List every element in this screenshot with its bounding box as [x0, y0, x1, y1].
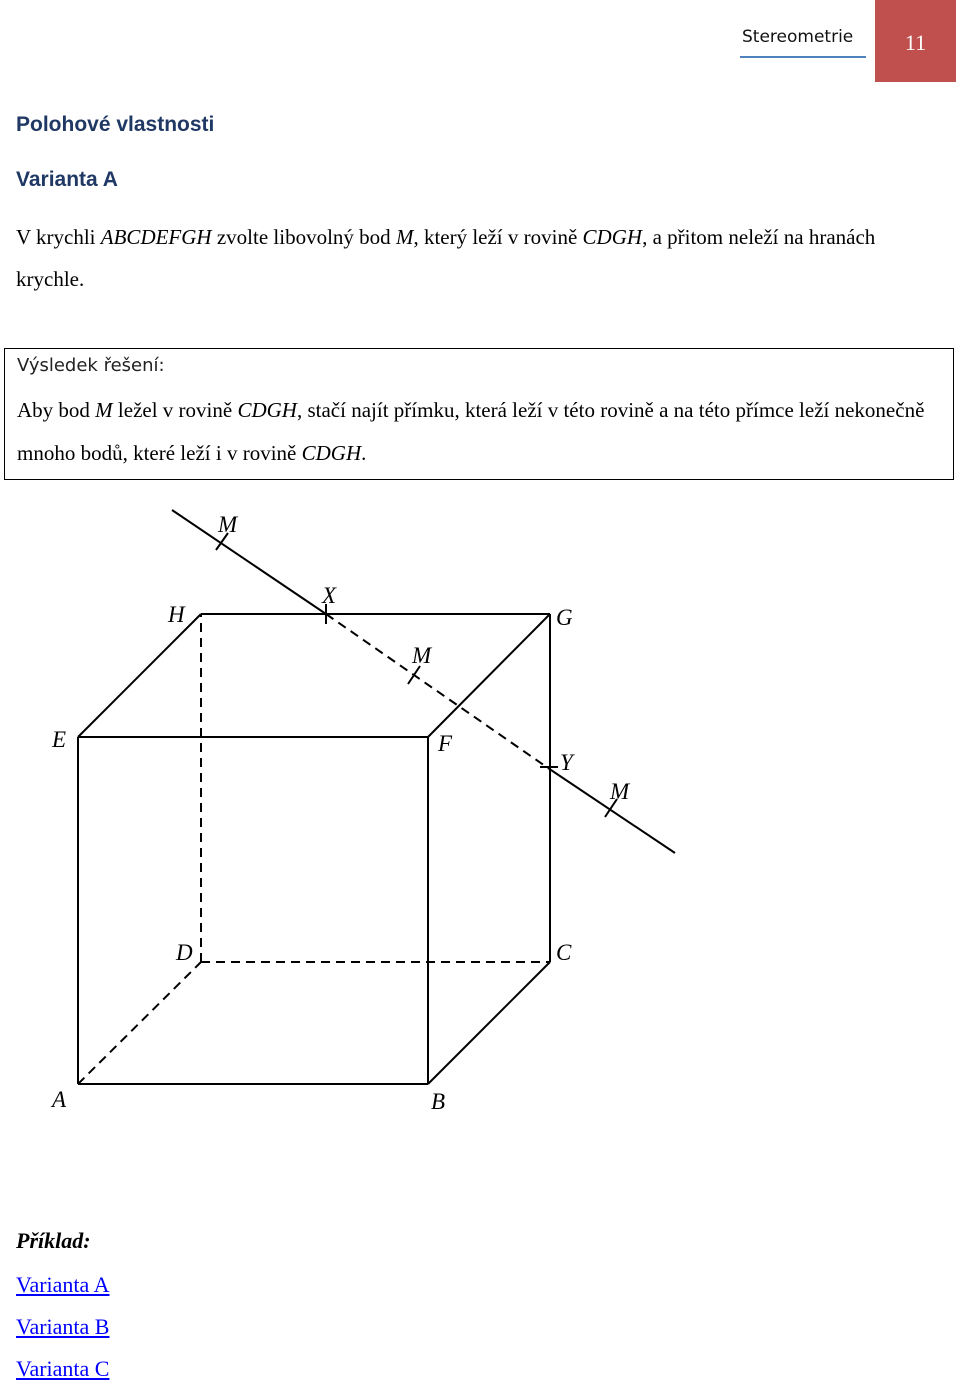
label-b: B [431, 1089, 446, 1114]
link-varianta-a[interactable]: Varianta A [16, 1272, 110, 1297]
line-xy-hidden [326, 614, 548, 768]
result-text: Aby bod M ležel v rovině CDGH, stačí najít přímku, která leží v této rovině a na této přímce leží nekonečně mnoho bodů, které leží i v rovině CDGH. [17, 398, 925, 465]
label-y: Y [560, 750, 573, 775]
link-varianta-c[interactable]: Varianta C [16, 1356, 110, 1381]
label-c: C [556, 940, 572, 965]
line-m-upper [172, 510, 326, 614]
label-f: F [438, 731, 453, 756]
label-a: A [52, 1087, 67, 1112]
edge-fg [428, 614, 550, 737]
edge-bc [428, 962, 550, 1084]
section-heading: Polohové vlastnosti [16, 113, 215, 136]
label-m1: M [218, 512, 238, 537]
label-h: H [168, 602, 185, 627]
edge-ad [78, 962, 201, 1084]
label-x: X [322, 583, 337, 608]
result-box [4, 348, 954, 480]
edge-eh [78, 614, 201, 737]
tick-m2 [408, 666, 420, 684]
label-m3: M [610, 779, 630, 804]
page-number: 11 [904, 30, 927, 55]
variant-heading: Varianta A [16, 168, 118, 191]
cube-diagram [0, 490, 960, 1130]
header-title: Stereometrie [742, 27, 854, 47]
result-title: Výsledek řešení: [17, 355, 165, 376]
variant-links [16, 1271, 109, 1397]
label-d: D [176, 940, 193, 965]
label-m2: M [412, 643, 432, 668]
example-label: Příklad: [16, 1228, 91, 1253]
header-rule [740, 56, 866, 58]
link-varianta-b[interactable]: Varianta B [16, 1314, 110, 1339]
label-e: E [52, 727, 67, 752]
task-text: V krychli ABCDEFGH zvolte libovolný bod M, který leží v rovině CDGH, a přitom neleží na hranách krychle. [16, 225, 876, 291]
label-g: G [556, 605, 573, 630]
